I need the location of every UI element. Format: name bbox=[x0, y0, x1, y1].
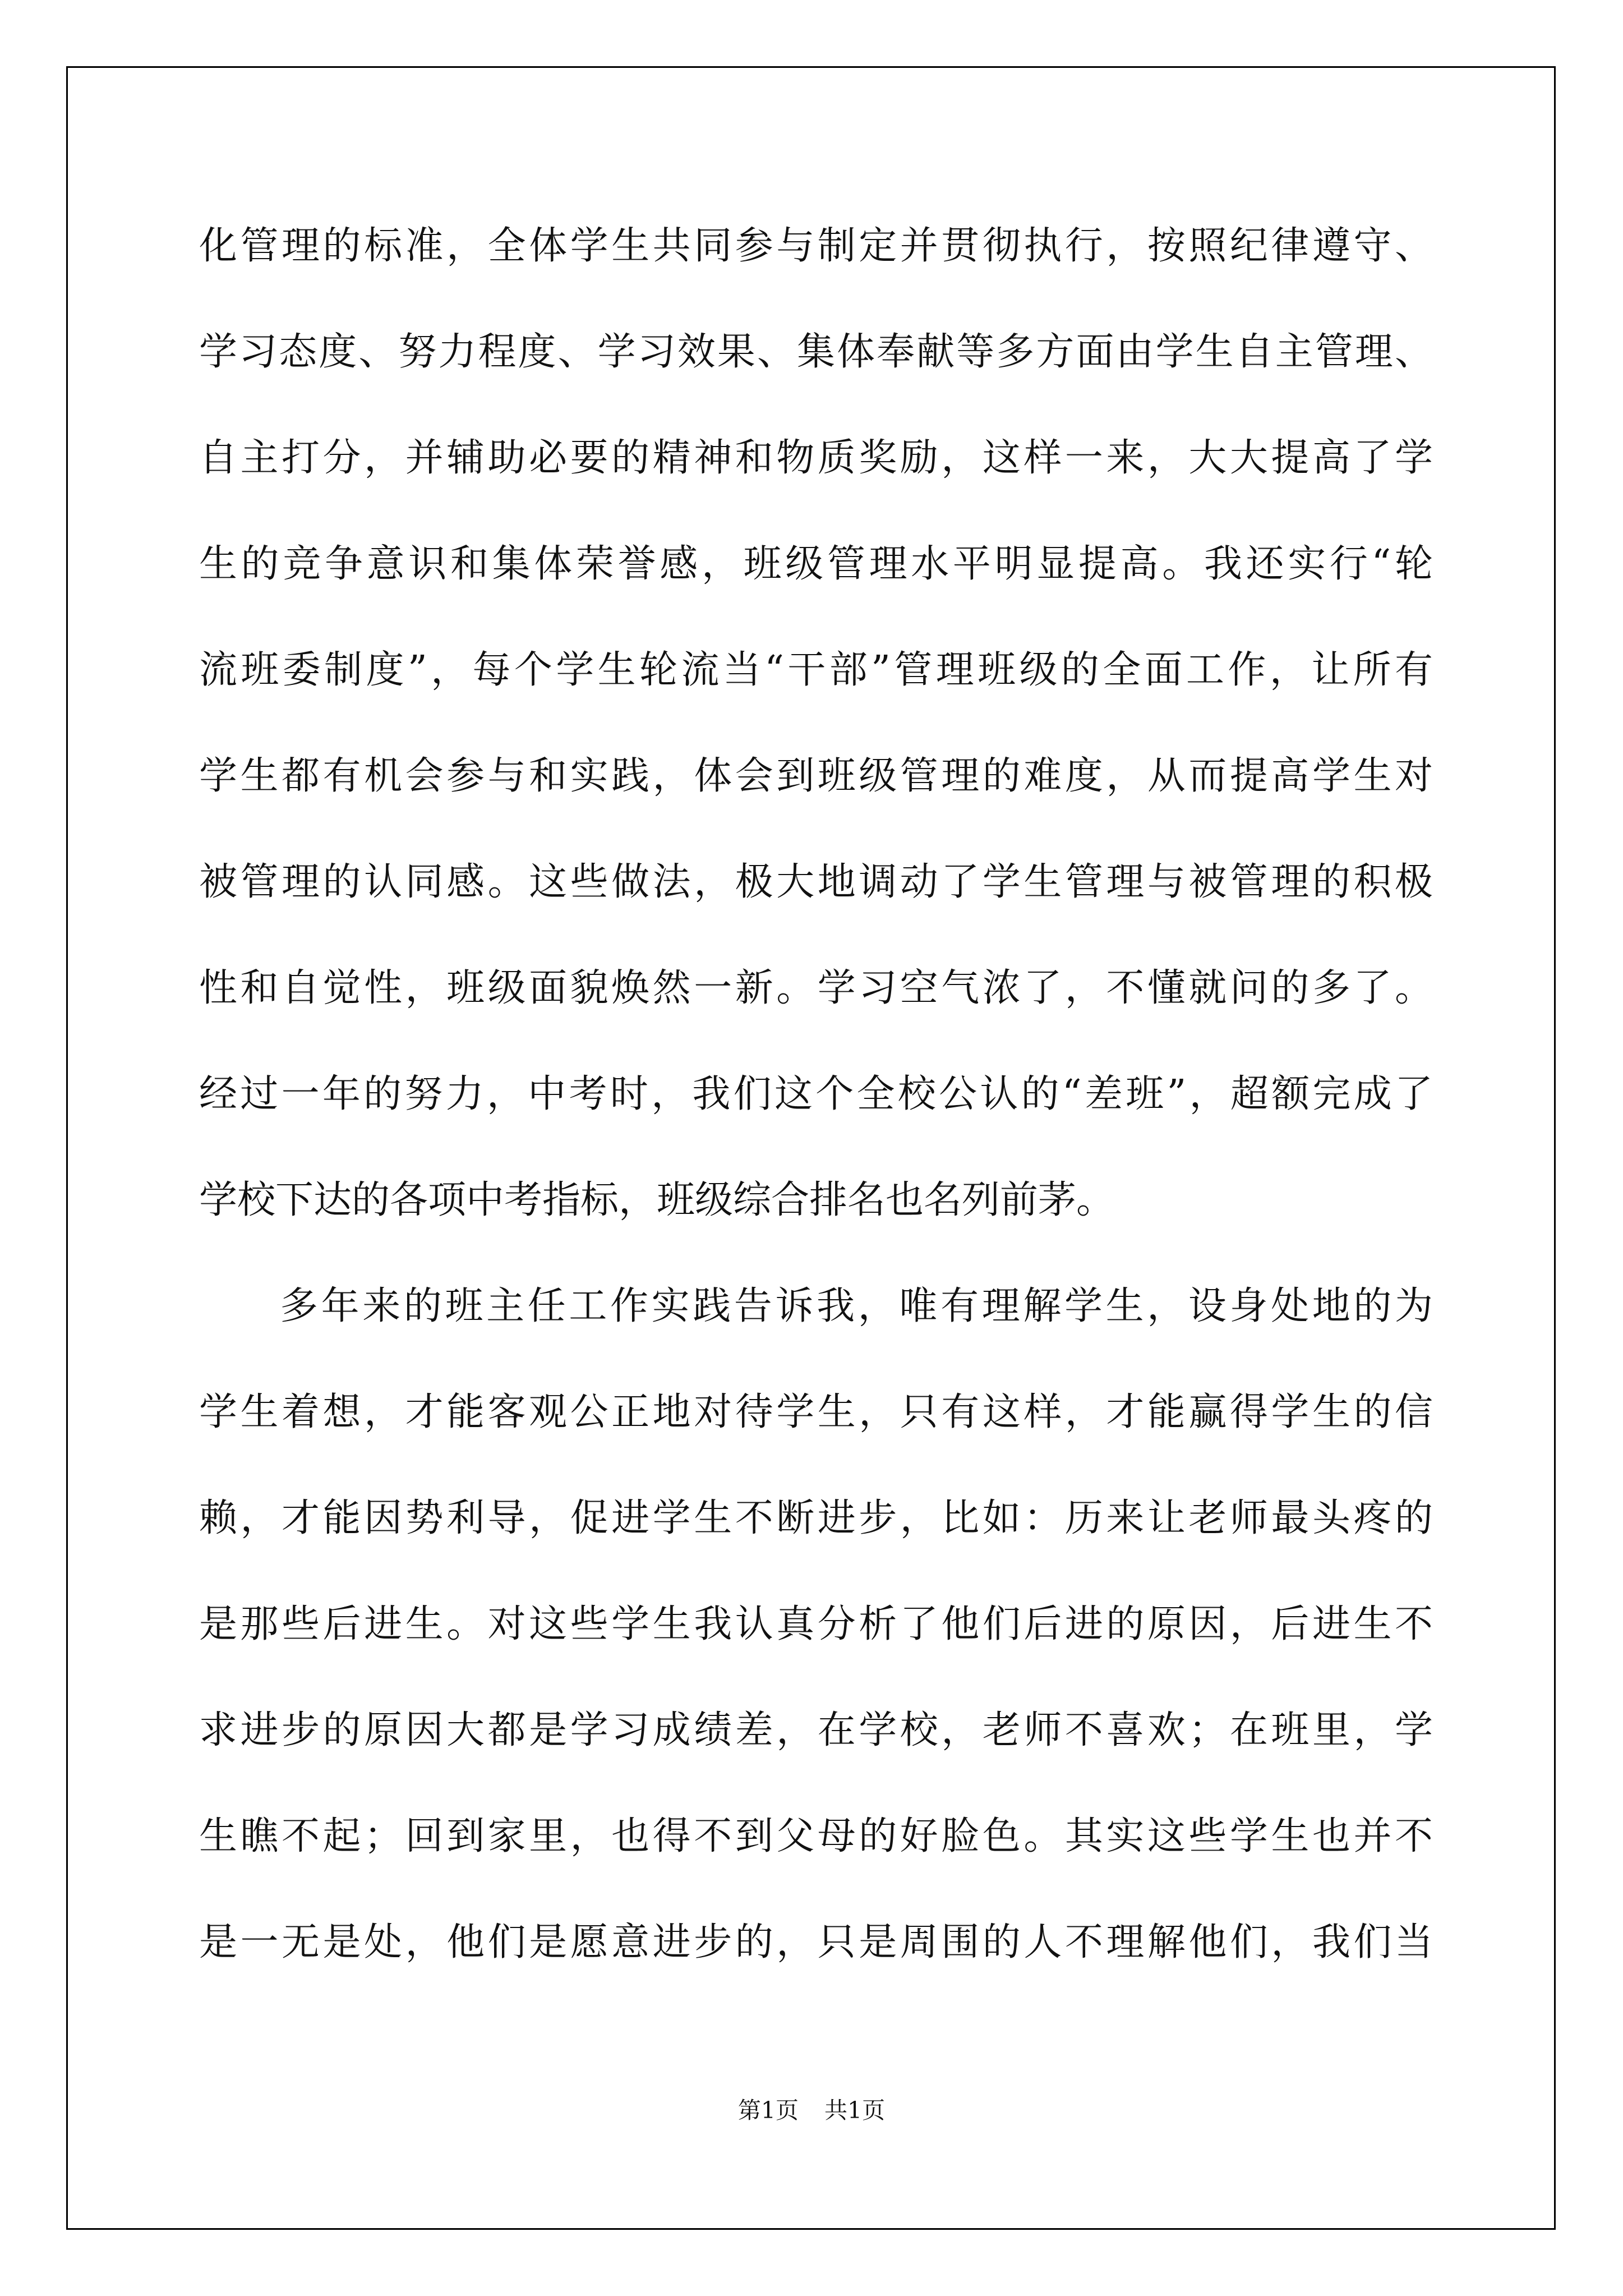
text-line: 学习态度、努力程度、学习效果、集体奉献等多方面由学生自主管理、 bbox=[199, 330, 1433, 374]
text-line: 性和自觉性，班级面貌焕然一新。学习空气浓了，不懂就问的多了。 bbox=[199, 966, 1433, 1010]
paragraph-2 bbox=[199, 1253, 1433, 1995]
page-footer bbox=[0, 2093, 1623, 2127]
text-line: 学校下达的各项中考指标，班级综合排名也名列前茅。 bbox=[199, 1178, 1115, 1222]
text-line: 学生着想，才能客观公正地对待学生，只有这样，才能赢得学生的信 bbox=[199, 1390, 1433, 1434]
text-line: 赖，才能因势利导，促进学生不断进步，比如：历来让老师最头疼的 bbox=[199, 1496, 1433, 1540]
text-line: 求进步的原因大都是学习成绩差，在学校，老师不喜欢；在班里，学 bbox=[199, 1708, 1433, 1752]
text-line: 被管理的认同感。这些做法，极大地调动了学生管理与被管理的积极 bbox=[199, 860, 1433, 904]
text-line: 多年来的班主任工作实践告诉我，唯有理解学生，设身处地的为 bbox=[280, 1284, 1433, 1328]
document-body bbox=[199, 193, 1433, 1995]
text-line: 生瞧不起；回到家里，也得不到父母的好脸色。其实这些学生也并不 bbox=[199, 1814, 1433, 1858]
text-line: 自主打分，并辅助必要的精神和物质奖励，这样一来，大大提高了学 bbox=[199, 436, 1433, 480]
text-line: 经过一年的努力，中考时，我们这个全校公认的“差班”，超额完成了 bbox=[199, 1072, 1433, 1116]
text-line: 是那些后进生。对这些学生我认真分析了他们后进的原因，后进生不 bbox=[199, 1602, 1433, 1646]
text-line: 学生都有机会参与和实践，体会到班级管理的难度，从而提高学生对 bbox=[199, 754, 1433, 798]
page-number-total: 共1页 bbox=[824, 2097, 886, 2124]
paragraph-1 bbox=[199, 193, 1433, 1253]
page-number-current: 第1页 bbox=[737, 2097, 799, 2124]
text-line: 是一无是处，他们是愿意进步的，只是周围的人不理解他们，我们当 bbox=[199, 1920, 1433, 1964]
text-line: 生的竞争意识和集体荣誉感，班级管理水平明显提高。我还实行“轮 bbox=[199, 542, 1433, 586]
text-line: 化管理的标准，全体学生共同参与制定并贯彻执行，按照纪律遵守、 bbox=[199, 224, 1433, 268]
text-line: 流班委制度”，每个学生轮流当“干部”管理班级的全面工作，让所有 bbox=[199, 648, 1433, 692]
